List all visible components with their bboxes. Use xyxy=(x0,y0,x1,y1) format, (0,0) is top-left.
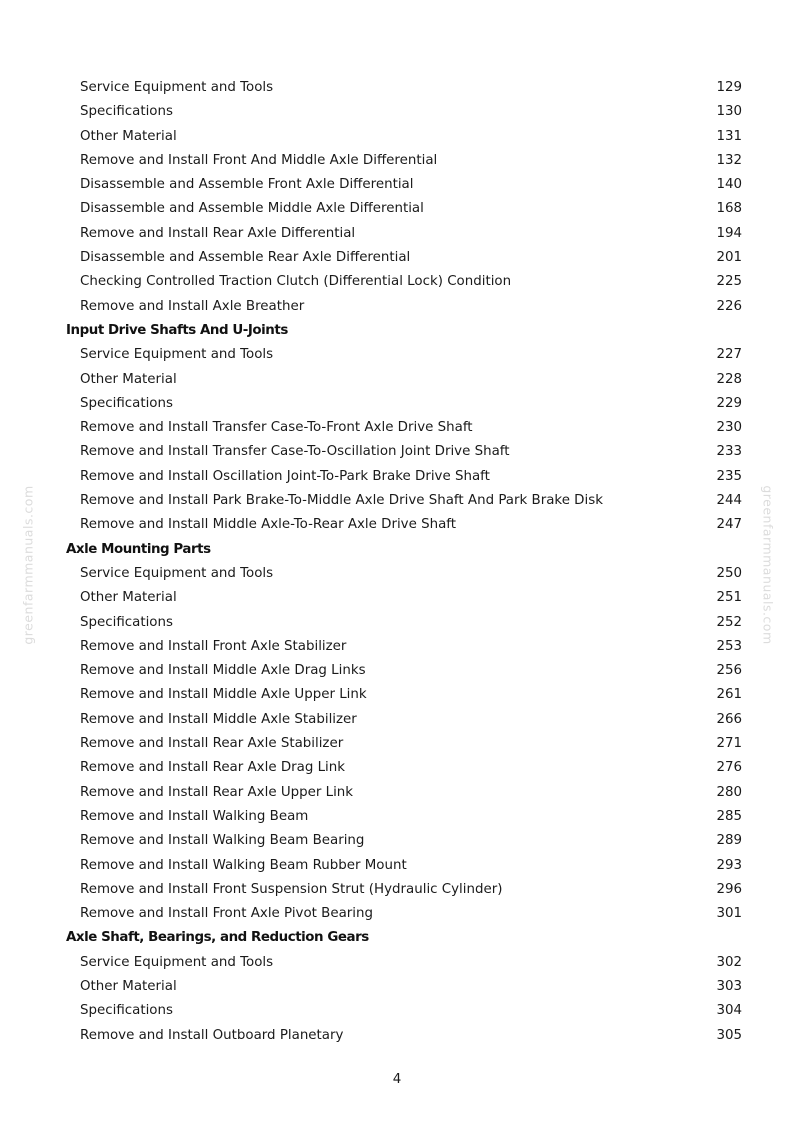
toc-entry-page: 229 xyxy=(716,395,742,411)
toc-entry[interactable] xyxy=(0,951,794,975)
toc-entry-page: 225 xyxy=(716,274,742,290)
toc-entry-page: 132 xyxy=(716,152,742,168)
toc-entry-page: 247 xyxy=(716,517,742,533)
toc-entry-title: Other Material xyxy=(80,128,177,144)
toc-entry-title: Service Equipment and Tools xyxy=(80,565,274,581)
toc-entry[interactable] xyxy=(0,368,794,392)
toc-heading-title: Axle Mounting Parts xyxy=(66,541,211,557)
toc-entry-page: 250 xyxy=(716,565,742,581)
toc-entry[interactable] xyxy=(0,829,794,853)
toc-entry-page: 285 xyxy=(716,808,742,824)
toc-entry-title: Remove and Install Axle Breather xyxy=(80,298,305,314)
toc-entry[interactable] xyxy=(0,635,794,659)
toc-entry[interactable] xyxy=(0,173,794,197)
toc-entry[interactable] xyxy=(0,465,794,489)
toc-entry-title: Remove and Install Transfer Case-To-Oscillation Joint Drive Shaft xyxy=(80,444,510,460)
toc-entry-page: 280 xyxy=(716,784,742,800)
toc-entry-title: Specifications xyxy=(80,614,173,630)
toc-entry[interactable] xyxy=(0,683,794,707)
toc-entry[interactable] xyxy=(0,1024,794,1048)
toc-entry[interactable] xyxy=(0,805,794,829)
page-number: 4 xyxy=(392,1072,402,1087)
toc-entry[interactable] xyxy=(0,999,794,1023)
toc-entry-page: 227 xyxy=(716,347,742,363)
toc-entry[interactable] xyxy=(0,440,794,464)
toc-entry-page: 130 xyxy=(716,104,742,120)
toc-entry[interactable] xyxy=(0,878,794,902)
toc-entry-title: Remove and Install Transfer Case-To-Front Axle Drive Shaft xyxy=(80,420,473,436)
toc-entry-title: Remove and Install Middle Axle-To-Rear Axle Drive Shaft xyxy=(80,517,457,533)
toc-entry-title: Remove and Install Outboard Planetary xyxy=(80,1027,344,1043)
toc-section-heading xyxy=(0,538,794,562)
toc-entry-page: 303 xyxy=(716,978,742,994)
toc-entry-page: 252 xyxy=(716,614,742,630)
toc-entry[interactable] xyxy=(0,222,794,246)
table-of-contents xyxy=(0,76,794,1048)
toc-entry[interactable] xyxy=(0,611,794,635)
toc-entry-title: Remove and Install Rear Axle Stabilizer xyxy=(80,736,344,752)
toc-entry-title: Remove and Install Middle Axle Drag Links xyxy=(80,663,366,679)
toc-entry-title: Disassemble and Assemble Middle Axle Differential xyxy=(80,201,424,217)
toc-entry-title: Service Equipment and Tools xyxy=(80,954,274,970)
toc-entry[interactable] xyxy=(0,76,794,100)
toc-entry[interactable] xyxy=(0,708,794,732)
toc-entry-page: 194 xyxy=(716,225,742,241)
toc-entry-title: Remove and Install Walking Beam Rubber Mount xyxy=(80,857,407,873)
toc-entry-title: Other Material xyxy=(80,978,177,994)
toc-entry[interactable] xyxy=(0,562,794,586)
toc-entry-page: 256 xyxy=(716,663,742,679)
toc-entry-page: 253 xyxy=(716,638,742,654)
toc-entry-title: Service Equipment and Tools xyxy=(80,347,274,363)
toc-entry-page: 244 xyxy=(716,493,742,509)
toc-entry-page: 266 xyxy=(716,711,742,727)
toc-entry-page: 296 xyxy=(716,881,742,897)
toc-entry-title: Remove and Install Rear Axle Drag Link xyxy=(80,760,346,776)
toc-entry-page: 140 xyxy=(716,177,742,193)
toc-entry[interactable] xyxy=(0,586,794,610)
toc-entry-title: Remove and Install Middle Axle Stabilizer xyxy=(80,711,357,727)
toc-entry-page: 305 xyxy=(716,1027,742,1043)
toc-entry-title: Remove and Install Park Brake-To-Middle Axle Drive Shaft And Park Brake Disk xyxy=(80,493,603,509)
toc-entry-title: Remove and Install Walking Beam xyxy=(80,808,309,824)
toc-entry-page: 276 xyxy=(716,760,742,776)
toc-section-heading xyxy=(0,926,794,950)
toc-entry-page: 129 xyxy=(716,80,742,95)
toc-entry-page: 289 xyxy=(716,833,742,849)
toc-entry-title: Other Material xyxy=(80,590,177,606)
toc-entry-page: 251 xyxy=(716,590,742,606)
toc-entry-page: 201 xyxy=(716,250,742,266)
toc-entry[interactable] xyxy=(0,100,794,124)
toc-entry[interactable] xyxy=(0,197,794,221)
toc-entry[interactable] xyxy=(0,149,794,173)
toc-entry-page: 230 xyxy=(716,420,742,436)
toc-entry-page: 235 xyxy=(716,468,742,484)
toc-entry[interactable] xyxy=(0,246,794,270)
toc-entry-title: Remove and Install Middle Axle Upper Link xyxy=(80,687,367,703)
toc-entry-title: Remove and Install Front Axle Pivot Bearing xyxy=(80,906,374,922)
toc-entry-page: 301 xyxy=(716,906,742,922)
toc-section-heading xyxy=(0,319,794,343)
toc-entry-page: 271 xyxy=(716,736,742,752)
toc-entry-title: Remove and Install Front And Middle Axle Differential xyxy=(80,152,438,168)
toc-entry[interactable] xyxy=(0,902,794,926)
toc-heading-title: Input Drive Shafts And U-Joints xyxy=(66,322,288,338)
toc-entry-page: 302 xyxy=(716,954,742,970)
toc-entry-page: 293 xyxy=(716,857,742,873)
toc-entry[interactable] xyxy=(0,295,794,319)
toc-entry-title: Remove and Install Rear Axle Upper Link xyxy=(80,784,354,800)
toc-entry[interactable] xyxy=(0,416,794,440)
toc-entry-title: Remove and Install Oscillation Joint-To-Park Brake Drive Shaft xyxy=(80,468,490,484)
toc-entry-title: Remove and Install Walking Beam Bearing xyxy=(80,833,365,849)
toc-entry-title: Specifications xyxy=(80,1003,173,1019)
watermark-right: greenfarmmanuals.com xyxy=(760,485,776,645)
toc-entry-title: Disassemble and Assemble Rear Axle Differential xyxy=(80,250,411,266)
toc-entry[interactable] xyxy=(0,659,794,683)
toc-entry-title: Disassemble and Assemble Front Axle Differential xyxy=(80,177,414,193)
toc-entry[interactable] xyxy=(0,489,794,513)
toc-entry-page: 233 xyxy=(716,444,742,460)
toc-entry-page: 228 xyxy=(716,371,742,387)
toc-entry[interactable] xyxy=(0,854,794,878)
toc-entry[interactable] xyxy=(0,732,794,756)
toc-entry-page: 226 xyxy=(716,298,742,314)
toc-entry[interactable] xyxy=(0,343,794,367)
toc-entry[interactable] xyxy=(0,125,794,149)
toc-entry-title: Remove and Install Front Suspension Strut (Hydraulic Cylinder) xyxy=(80,881,503,897)
toc-entry[interactable] xyxy=(0,513,794,537)
toc-entry-title: Other Material xyxy=(80,371,177,387)
toc-entry-title: Service Equipment and Tools xyxy=(80,80,274,95)
watermark-left: greenfarmmanuals.com xyxy=(20,485,36,645)
toc-entry[interactable] xyxy=(0,975,794,999)
toc-entry[interactable] xyxy=(0,756,794,780)
toc-heading-title: Axle Shaft, Bearings, and Reduction Gears xyxy=(66,930,369,946)
toc-entry-page: 304 xyxy=(716,1003,742,1019)
toc-entry-title: Remove and Install Front Axle Stabilizer xyxy=(80,638,347,654)
toc-entry[interactable] xyxy=(0,781,794,805)
toc-entry-page: 261 xyxy=(716,687,742,703)
toc-entry-title: Checking Controlled Traction Clutch (Differential Lock) Condition xyxy=(80,274,512,290)
toc-entry-title: Remove and Install Rear Axle Differential xyxy=(80,225,356,241)
toc-entry-page: 168 xyxy=(716,201,742,217)
toc-entry-title: Specifications xyxy=(80,104,173,120)
toc-entry-page: 131 xyxy=(716,128,742,144)
toc-entry-title: Specifications xyxy=(80,395,173,411)
toc-entry[interactable] xyxy=(0,270,794,294)
toc-entry[interactable] xyxy=(0,392,794,416)
